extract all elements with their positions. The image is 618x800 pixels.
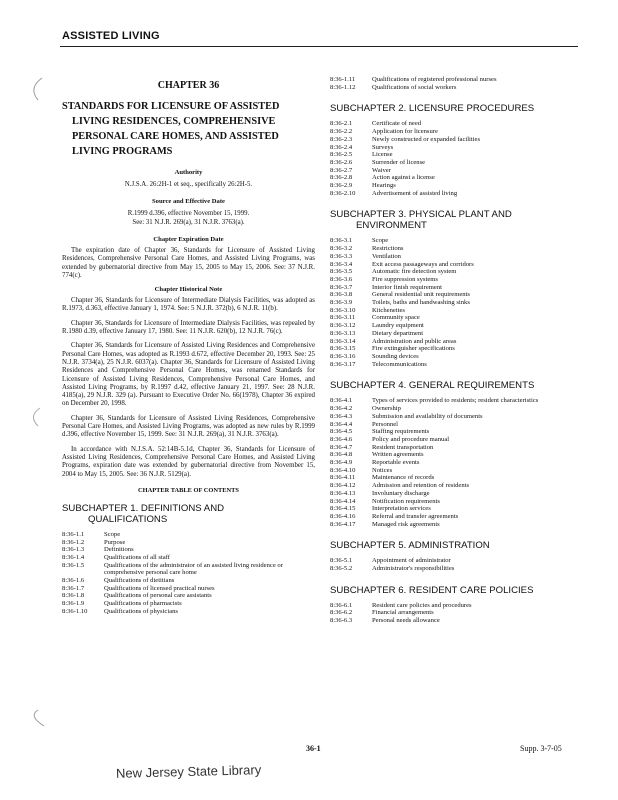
section-title: Community space: [372, 314, 420, 322]
section-number: 8:36-3.16: [330, 352, 356, 360]
toc-entry: [330, 291, 580, 299]
section-number: 8:36-4.2: [330, 405, 353, 413]
section-number: 8:36-3.2: [330, 245, 353, 253]
toc-entry: [330, 261, 580, 269]
section-number: 8:36-2.8: [330, 174, 353, 182]
toc-entry: [330, 459, 580, 467]
subchapter-6-title: SUBCHAPTER 6. RESIDENT CARE POLICIES: [330, 584, 534, 596]
section-number: 8:36-3.5: [330, 268, 353, 276]
authority-heading: Authority: [174, 169, 203, 176]
section-title: Action against a license: [372, 174, 435, 182]
section-title: Qualifications of registered professional nurses: [372, 76, 497, 83]
section-title: Hearings: [372, 182, 396, 190]
scan-binding-marks: [18, 0, 48, 800]
source-line-1: R.1999 d.396, effective November 15, 1999.: [127, 210, 250, 217]
section-number: 8:36-1.5: [62, 561, 85, 569]
section-number: 8:36-4.12: [330, 482, 356, 490]
section-title: Exit access passageways and corridors: [372, 260, 474, 268]
header-rule: [60, 46, 578, 47]
section-number: 8:36-6.3: [330, 617, 353, 625]
section-number: 8:36-4.9: [330, 459, 353, 467]
section-number: 8:36-1.6: [62, 577, 85, 585]
section-title: Sounding devices: [372, 352, 419, 360]
section-number: 8:36-4.8: [330, 451, 353, 459]
toc-entry: [330, 144, 580, 152]
section-number: 8:36-4.6: [330, 435, 353, 443]
section-title: Administrator's responsibilities: [372, 565, 455, 573]
section-title: Staffing requirements: [372, 428, 430, 436]
subchapter-3-title-line-2: ENVIRONMENT: [356, 220, 427, 232]
section-number: 8:36-1.11: [330, 76, 356, 83]
authority-text: N.J.S.A. 26:2H-1 et seq., specifically 26:2H-5.: [124, 181, 253, 188]
historical-paragraph: Chapter 36, Standards for Licensure of Assisted Living Residences, Comprehensive Personal Care Homes, and Assisted Living Programs, was adopted as new rules by R.1999 d.396, effective November 15, 1999. See: 31 N.J.R. 269(a), 31 N.J.R. 3763(a).: [62, 414, 315, 439]
toc-entry: [330, 451, 580, 459]
section-number: 8:36-4.15: [330, 505, 356, 513]
toc-entry: [330, 276, 580, 284]
toc-entry: [62, 577, 315, 585]
section-number: 8:36-3.17: [330, 360, 356, 368]
section-title: Restrictions: [372, 245, 404, 253]
section-number: 8:36-4.4: [330, 420, 353, 428]
right-column: [330, 76, 580, 625]
subchapter-1-title-line-1: SUBCHAPTER 1. DEFINITIONS AND: [62, 502, 225, 514]
section-title: Laundry equipment: [372, 322, 424, 330]
subchapter-1-list: [62, 531, 315, 616]
toc-entry: [330, 174, 580, 182]
section-number: 8:36-3.10: [330, 306, 356, 314]
section-title: Toilets, baths and handwashing sinks: [372, 299, 470, 307]
chapter-label: CHAPTER 36: [157, 80, 220, 91]
toc-entry: [330, 557, 580, 565]
section-title: Kitchenettes: [372, 306, 405, 314]
toc-entry: [330, 159, 580, 167]
section-number: 8:36-3.7: [330, 283, 353, 291]
toc-entry: [62, 585, 315, 593]
toc-entry: [330, 482, 580, 490]
section-number: 8:36-2.1: [330, 120, 353, 128]
section-number: 8:36-6.2: [330, 609, 353, 617]
section-title: Qualifications of social workers: [372, 83, 457, 91]
section-number: 8:36-3.3: [330, 252, 353, 260]
toc-entry: [330, 521, 580, 529]
toc-entry: [330, 190, 580, 198]
section-title: Policy and procedure manual: [372, 435, 450, 443]
section-number: 8:36-2.5: [330, 151, 353, 159]
toc-entry: [330, 253, 580, 261]
toc-entry: [330, 565, 580, 573]
section-title: Submission and availability of documents: [372, 412, 483, 420]
section-number: 8:36-4.16: [330, 512, 356, 520]
subchapter-2-list: [330, 120, 580, 197]
section-title: Fire extinguisher specifications: [372, 345, 455, 353]
toc-entry: [330, 268, 580, 276]
toc-entry: [330, 120, 580, 128]
historical-heading: Chapter Historical Note: [154, 286, 223, 294]
toc-entry: [330, 474, 580, 482]
historical-paragraph: Chapter 36, Standards for Licensure of Intermediate Dialysis Facilities, was adopted as R.1973, d.363, effective January 1, 1974. See: 5 N.J.R. 372(b), 6 N.J.R. 11(b).: [62, 297, 315, 313]
section-number: 8:36-6.1: [330, 601, 353, 609]
section-title: Notices: [372, 466, 393, 474]
toc-entry: [330, 182, 580, 190]
section-title: Automatic fire detection system: [372, 268, 457, 276]
section-number: 8:36-4.11: [330, 474, 356, 482]
historical-paragraph: In accordance with N.J.S.A. 52:14B-5.1d, Chapter 36, Standards for Licensure of Assisted Living Residences, Comprehensive Personal Care Homes, and Assisted Living Programs, expiration date was extended by gubernatorial directive from November 15, 2004 to May 15, 2005. See: 36 N.J.R. 5129(a).: [62, 445, 315, 478]
section-title: Resident transportation: [372, 443, 434, 451]
toc-entry: [330, 284, 580, 292]
section-title: Advertisement of assisted living: [372, 189, 458, 197]
section-number: 8:36-2.6: [330, 158, 353, 166]
section-number: 8:36-3.12: [330, 322, 356, 330]
subchapter-3-title-line-1: SUBCHAPTER 3. PHYSICAL PLANT AND: [330, 209, 512, 221]
section-title: Qualifications of dietitians: [104, 577, 175, 585]
section-number: 8:36-2.9: [330, 182, 353, 190]
section-number: 8:36-5.1: [330, 557, 353, 565]
section-title: Resident care policies and procedures: [372, 601, 472, 609]
toc-entry: [62, 546, 315, 554]
section-title: Telecommunications: [372, 360, 427, 368]
section-title: License: [372, 151, 393, 159]
section-title: Involuntary discharge: [372, 489, 430, 497]
toc-entry: [330, 330, 580, 338]
section-title: Interior finish requirement: [372, 283, 442, 291]
subchapter-2-title: SUBCHAPTER 2. LICENSURE PROCEDURES: [330, 103, 535, 115]
section-title: Referral and transfer agreements: [372, 512, 459, 520]
toc-entry: [330, 490, 580, 498]
section-number: 8:36-1.1: [62, 530, 85, 538]
section-title: Ownership: [372, 405, 401, 413]
toc-entry: [330, 405, 580, 413]
page-number: 36-1: [306, 744, 321, 753]
toc-entry: [330, 397, 580, 405]
section-title: Qualifications of personal care assistants: [104, 592, 212, 600]
historical-paragraph: Chapter 36, Standards for Licensure of Assisted Living Residences and Comprehensive Personal Care Homes, was adopted as R.1993 d.672, effective December 20, 1993. See: 25 N.J.R. 3734(a), 25 N.J.R. 6037(a). Chapter 36, Standards for Licensure of Assisted Living Residences and Comprehensive Personal Care Homes, was renamed Standards for Licensure of Assisted Living Residences, Comprehensive Personal Care Homes, and Assisted Living Programs, by R.1997 d.42, effective January 21, 1997. See: 28 N.J.R. 4185(a), 29 N.J.R. 329 (a). Pursuant to Executive Order No. 66(1978), Chapter 36 expired on December 20, 1998.: [62, 342, 315, 408]
section-number: 8:36-1.10: [62, 607, 88, 615]
section-title: Newly constructed or expanded facilities: [372, 135, 481, 143]
chapter-title: STANDARDS FOR LICENSURE OF ASSISTED LIVING RESIDENCES, COMPREHENSIVE PERSONAL CARE HOMES, AND ASSISTED LIVING PROGRAMS: [62, 101, 280, 157]
toc-entry: [330, 413, 580, 421]
section-number: 8:36-2.2: [330, 128, 353, 136]
section-title: Types of services provided to residents; resident characteristics: [372, 397, 539, 405]
section-number: 8:36-4.3: [330, 412, 353, 420]
toc-entry: [330, 322, 580, 330]
source-text: [62, 209, 315, 227]
section-title: Waiver: [372, 166, 391, 174]
toc-entry: [330, 602, 580, 610]
toc-entry: [330, 467, 580, 475]
section-title: Personal needs allowance: [372, 617, 440, 625]
section-number: 8:36-2.3: [330, 135, 353, 143]
section-title: Qualifications of all staff: [104, 553, 170, 561]
toc-entry: [330, 76, 580, 84]
supplement-date: Supp. 3-7-05: [520, 744, 562, 753]
toc-entry: [330, 245, 580, 253]
toc-heading: CHAPTER TABLE OF CONTENTS: [138, 486, 239, 494]
section-number: 8:36-4.5: [330, 428, 353, 436]
section-title: Definitions: [104, 546, 134, 554]
toc-entry: [62, 562, 315, 577]
section-number: 8:36-1.7: [62, 584, 85, 592]
toc-entry: [330, 151, 580, 159]
toc-entry: [330, 505, 580, 513]
toc-entry: [330, 617, 580, 625]
section-title: Scope: [104, 530, 121, 538]
subchapter-5-list: [330, 557, 580, 572]
toc-entry: [330, 167, 580, 175]
subchapter-1-list-continued: [330, 76, 580, 91]
section-number: 8:36-4.7: [330, 443, 353, 451]
subchapter-5-title: SUBCHAPTER 5. ADMINISTRATION: [330, 540, 490, 552]
toc-entry: [330, 421, 580, 429]
source-line-2: See: 31 N.J.R. 269(a), 31 N.J.R. 3763(a).: [132, 219, 245, 226]
section-title: Dietary department: [372, 329, 424, 337]
section-number: 8:36-4.10: [330, 466, 356, 474]
toc-entry: [330, 428, 580, 436]
section-number: 8:36-3.14: [330, 337, 356, 345]
toc-entry: [62, 608, 315, 616]
section-number: 8:36-1.4: [62, 553, 85, 561]
section-number: 8:36-4.1: [330, 397, 353, 405]
section-title: Personnel: [372, 420, 399, 428]
section-title: Certificate of need: [372, 120, 422, 128]
section-number: 8:36-4.13: [330, 489, 356, 497]
section-title: Admission and retention of residents: [372, 482, 470, 490]
subchapter-6-list: [330, 602, 580, 625]
section-title: Maintenance of records: [372, 474, 435, 482]
toc-entry: [330, 299, 580, 307]
toc-entry: [62, 531, 315, 539]
toc-entry: [330, 345, 580, 353]
toc-entry: [330, 498, 580, 506]
section-title: Managed risk agreements: [372, 520, 440, 528]
section-title: Application for licensure: [372, 128, 438, 136]
section-number: 8:36-1.8: [62, 592, 85, 600]
section-number: 8:36-3.9: [330, 299, 353, 307]
section-title: Qualifications of the administrator of an assisted living residence or comprehensive personal care home: [104, 561, 283, 577]
section-number: 8:36-3.6: [330, 275, 353, 283]
section-number: 8:36-3.11: [330, 314, 356, 322]
section-title: Qualifications of physicians: [104, 607, 178, 615]
section-number: 8:36-3.15: [330, 345, 356, 353]
running-head: ASSISTED LIVING: [62, 30, 160, 42]
section-title: Administration and public areas: [372, 337, 457, 345]
subchapter-1-title-line-2: QUALIFICATIONS: [88, 513, 168, 525]
toc-entry: [330, 338, 580, 346]
section-number: 8:36-3.8: [330, 291, 353, 299]
subchapter-4-title: SUBCHAPTER 4. GENERAL REQUIREMENTS: [330, 380, 535, 392]
toc-entry: [330, 513, 580, 521]
expiration-heading: Chapter Expiration Date: [153, 236, 224, 243]
section-title: Fire suppression systems: [372, 275, 438, 283]
section-title: Qualifications of pharmacists: [104, 600, 182, 608]
left-column: [62, 76, 315, 616]
section-number: 8:36-2.4: [330, 143, 353, 151]
section-number: 8:36-5.2: [330, 565, 353, 573]
toc-entry: [330, 436, 580, 444]
toc-entry: [330, 353, 580, 361]
section-title: Financial arrangements: [372, 609, 434, 617]
section-number: 8:36-2.10: [330, 189, 356, 197]
toc-entry: [62, 600, 315, 608]
section-title: Written agreements: [372, 451, 424, 459]
section-number: 8:36-3.13: [330, 329, 356, 337]
toc-entry: [62, 592, 315, 600]
section-title: Interpretation services: [372, 505, 431, 513]
section-title: Reportable events: [372, 459, 420, 467]
historical-paragraph: Chapter 36, Standards for Licensure of Intermediate Dialysis Facilities, was repealed by R.1980 d.39, effective January 17, 1980. See: 11 N.J.R. 620(b), 12 N.J.R. 76(c).: [62, 319, 315, 336]
toc-entry: [330, 237, 580, 245]
section-number: 8:36-4.17: [330, 520, 356, 528]
section-number: 8:36-1.12: [330, 83, 356, 91]
toc-entry: [330, 84, 580, 92]
section-title: Surveys: [372, 143, 394, 151]
section-number: 8:36-1.3: [62, 546, 85, 554]
section-number: 8:36-1.2: [62, 538, 85, 546]
toc-entry: [330, 307, 580, 315]
section-number: 8:36-4.14: [330, 497, 356, 505]
section-number: 8:36-2.7: [330, 166, 353, 174]
toc-entry: [330, 444, 580, 452]
subchapter-3-title: [330, 209, 580, 231]
toc-entry: [330, 136, 580, 144]
toc-entry: [330, 314, 580, 322]
subchapter-4-list: [330, 397, 580, 528]
section-title: Purpose: [104, 538, 126, 546]
section-title: Qualifications of licensed practical nurses: [104, 584, 215, 592]
section-title: Notification requirements: [372, 497, 440, 505]
toc-entry: [62, 539, 315, 547]
section-number: 8:36-1.9: [62, 600, 85, 608]
toc-entry: [330, 361, 580, 369]
section-number: 8:36-3.4: [330, 260, 353, 268]
subchapter-3-list: [330, 237, 580, 368]
expiration-text: The expiration date of Chapter 36, Standards for Licensure of Assisted Living Residences, Comprehensive Personal Care Homes, and Assisted Living Programs, was extended by gubernatorial directive from May 15, 2005 to May 15, 2006. See: 37 N.J.R. 774(c).: [62, 247, 315, 279]
section-title: Appointment of administrator: [372, 557, 451, 565]
section-title: Scope: [372, 237, 389, 245]
section-title: General residential unit requirements: [372, 291, 470, 299]
toc-entry: [330, 128, 580, 136]
toc-entry: [330, 609, 580, 617]
library-stamp: New Jersey State Library: [115, 762, 262, 781]
section-title: Ventilation: [372, 252, 401, 260]
section-title: Surrender of license: [372, 158, 426, 166]
toc-entry: [62, 554, 315, 562]
subchapter-1-title: [62, 503, 315, 525]
section-number: 8:36-3.1: [330, 237, 353, 245]
source-heading: Source and Effective Date: [152, 198, 225, 205]
